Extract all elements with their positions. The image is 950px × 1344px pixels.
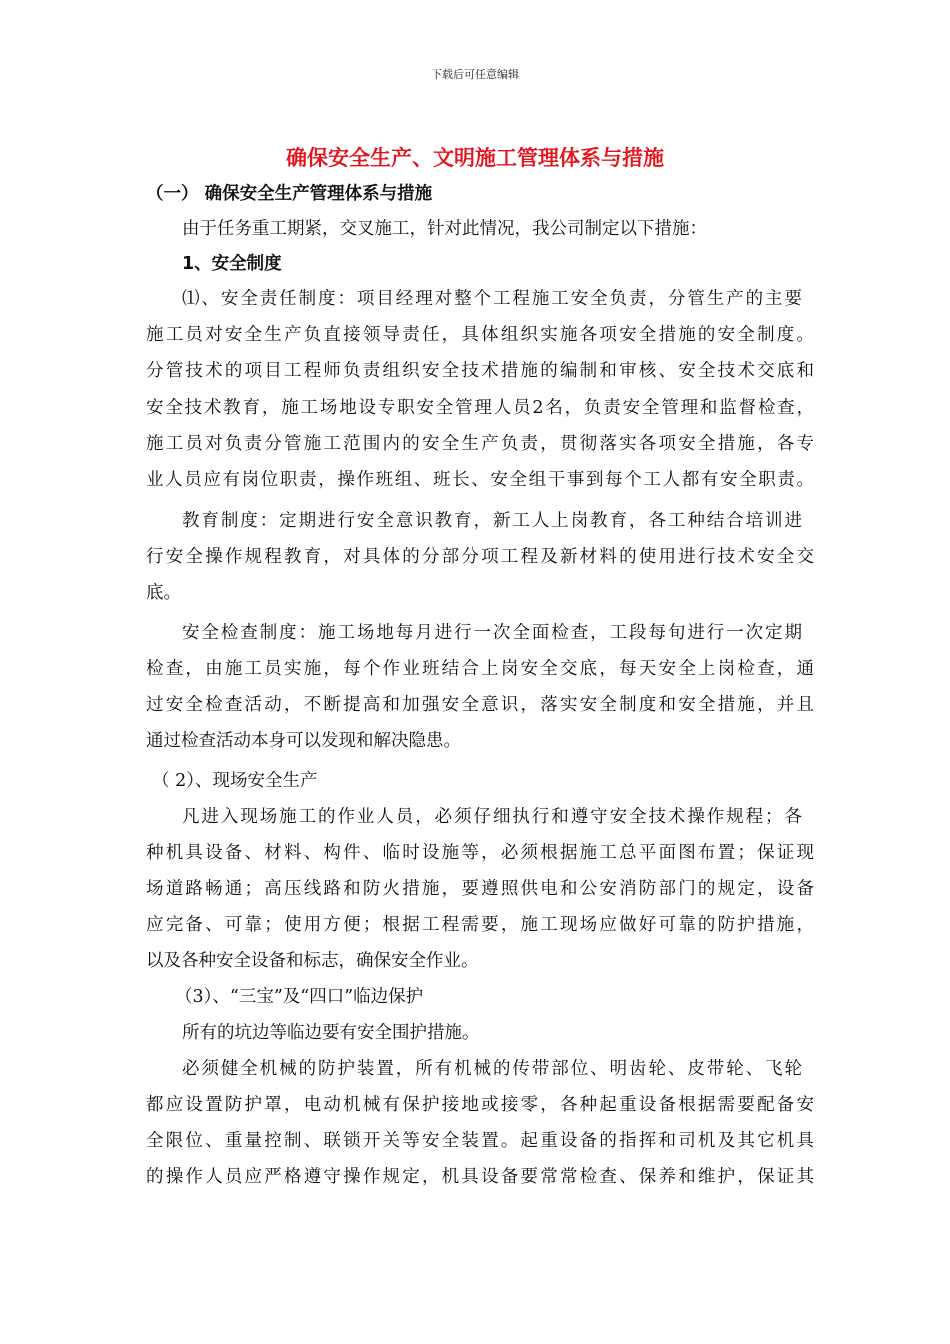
paragraph-line: 分管技术的项目工程师负责组织安全技术措施的编制和审核、安全技术交底和 [146,361,814,381]
header-note: 下载后可任意编辑 [431,68,519,81]
paragraph-line: 必须健全机械的防护装置，所有机械的传带部位、明齿轮、皮带轮、飞轮 [182,1059,802,1079]
paragraph-line: 业人员应有岗位职责，操作班组、班长、安全组干事到每个工人都有安全职责。 [146,470,814,490]
document-title: 确保安全生产、文明施工管理体系与措施 [286,146,664,170]
subsection-heading: （ 2）、现场安全生产 [152,771,318,791]
paragraph-line: 检查，由施工员实施，每个作业班结合上岗安全交底，每天安全上岗检查，通 [146,659,814,679]
paragraph-line: 通过检查活动本身可以发现和解决隐患。 [146,731,461,751]
paragraph-line: 的操作人员应严格遵守操作规定，机具设备要常常检查、保养和维护，保证其 [146,1167,814,1187]
paragraph-line: 种机具设备、材料、构件、临时设施等，必须根据施工总平面图布置；保证现 [146,843,814,863]
paragraph-line: 场道路畅通；高压线路和防火措施，要遵照供电和公安消防部门的规定，设备 [146,879,814,899]
paragraph-line: 全限位、重量控制、联锁开关等安全装置。起重设备的指挥和司机及其它机具 [146,1131,814,1151]
paragraph-line: 施工员对安全生产负直接领导责任，具体组织实施各项安全措施的安全制度。 [146,325,814,345]
paragraph-line: 底。 [146,583,181,603]
section-heading: （一） 确保安全生产管理体系与措施 [146,184,433,204]
paragraph-line: 应完备、可靠；使用方便；根据工程需要，施工现场应做好可靠的防护措施， [146,915,814,935]
paragraph-line: 施工员对负责分管施工范围内的安全生产负责，贯彻落实各项安全措施，各专 [146,434,814,454]
paragraph-line: 凡进入现场施工的作业人员，必须仔细执行和遵守安全技术操作规程；各 [182,807,802,827]
subsection-heading: 1、安全制度 [182,254,282,274]
paragraph-line: 都应设置防护罩，电动机械有保护接地或接零，各种起重设备根据需要配备安 [146,1095,814,1115]
paragraph-line: 过安全检查活动，不断提高和加强安全意识，落实安全制度和安全措施，并且 [146,695,814,715]
paragraph-line: 教育制度：定期进行安全意识教育，新工人上岗教育，各工种结合培训进 [182,511,802,531]
paragraph-line: 行安全操作规程教育，对具体的分部分项工程及新材料的使用进行技术安全交 [146,547,814,567]
paragraph-line: 所有的坑边等临边要有安全围护措施。 [182,1023,480,1043]
paragraph-line: 安全技术教育，施工场地设专职安全管理人员2名，负责安全管理和监督检查， [146,398,814,418]
paragraph-line: 由于任务重工期紧，交叉施工，针对此情况，我公司制定以下措施： [182,219,707,239]
subsection-heading: （3）、“三宝”及“四口”临边保护 [175,987,424,1007]
paragraph-line: 安全检查制度：施工场地每月进行一次全面检查，工段每旬进行一次定期 [182,623,802,643]
paragraph-line: 以及各种安全设备和标志，确保安全作业。 [146,951,479,971]
paragraph-line: ⑴、安全责任制度：项目经理对整个工程施工安全负责，分管生产的主要 [182,289,802,309]
